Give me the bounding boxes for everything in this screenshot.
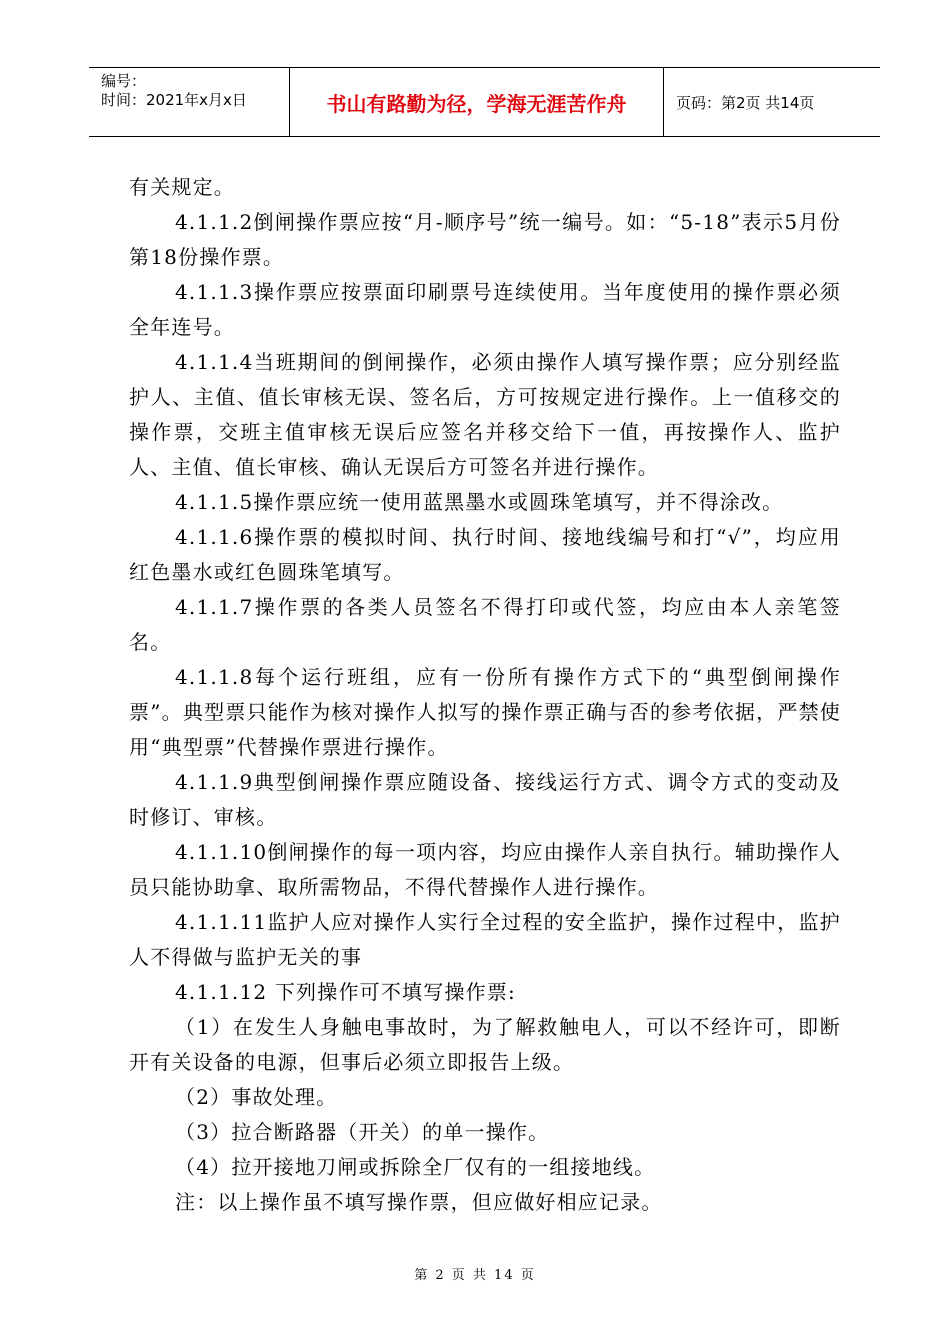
header-page-info: 页码：第2页 共14页 [676,93,815,112]
paragraph: 4.1.1.9典型倒闸操作票应随设备、接线运行方式、调令方式的变动及时修订、审核。 [129,770,841,829]
paragraph: 4.1.1.6操作票的模拟时间、执行时间、接地线编号和打“√”，均应用红色墨水或红色圆珠笔填写。 [129,525,841,584]
paragraph: （1）在发生人身触电事故时，为了解救触电人，可以不经许可，即断开有关设备的电源，但事后必须立即报告上级。 [129,1015,841,1074]
paragraph: 4.1.1.4当班期间的倒闸操作，必须由操作人填写操作票；应分别经监护人、主值、值长审核无误、签名后，方可按规定进行操作。上一值移交的操作票，交班主值审核无误后应签名并移交给下一值，再按操作人、监护人、主值、值长审核、确认无误后方可签名并进行操作。 [129,350,841,479]
header-motto: 书山有路勤为径，学海无涯苦作舟 [290,68,664,136]
document-body [129,170,841,1220]
paragraph: （3）拉合断路器（开关）的单一操作。 [175,1120,550,1144]
paragraph: 4.1.1.10倒闸操作的每一项内容，均应由操作人亲自执行。辅助操作人员只能协助拿、取所需物品，不得代替操作人进行操作。 [129,840,841,899]
paragraph: 注：以上操作虽不填写操作票，但应做好相应记录。 [175,1190,663,1214]
document-time: 时间：2021年x月x日 [101,91,247,109]
paragraph: 4.1.1.11监护人应对操作人实行全过程的安全监护，操作过程中，监护人不得做与监护无关的事 [129,910,841,969]
paragraph: 4.1.1.8每个运行班组，应有一份所有操作方式下的“典型倒闸操作票”。典型票只能作为核对操作人拟写的操作票正确与否的参考依据，严禁使用“典型票”代替操作票进行操作。 [129,665,841,759]
paragraph: 有关规定。 [129,175,235,199]
paragraph: （2）事故处理。 [175,1085,338,1109]
paragraph: 4.1.1.12 下列操作可不填写操作票: [175,980,516,1004]
page-header [89,67,880,137]
paragraph: 4.1.1.5操作票应统一使用蓝黑墨水或圆珠笔填写，并不得涂改。 [175,490,784,514]
paragraph: 4.1.1.3操作票应按票面印刷票号连续使用。当年度使用的操作票必须全年连号。 [129,280,841,339]
header-meta [89,68,290,136]
document-number-label: 编号： [101,72,147,90]
paragraph: （4）拉开接地刀闸或拆除全厂仅有的一组接地线。 [175,1155,656,1179]
paragraph: 4.1.1.2倒闸操作票应按“月-顺序号”统一编号。如：“5-18”表示5月份第18份操作票。 [129,210,841,269]
paragraph: 4.1.1.7操作票的各类人员签名不得打印或代签，均应由本人亲笔签名。 [129,595,841,654]
page-footer: 第 2 页 共 14 页 [414,1268,536,1283]
